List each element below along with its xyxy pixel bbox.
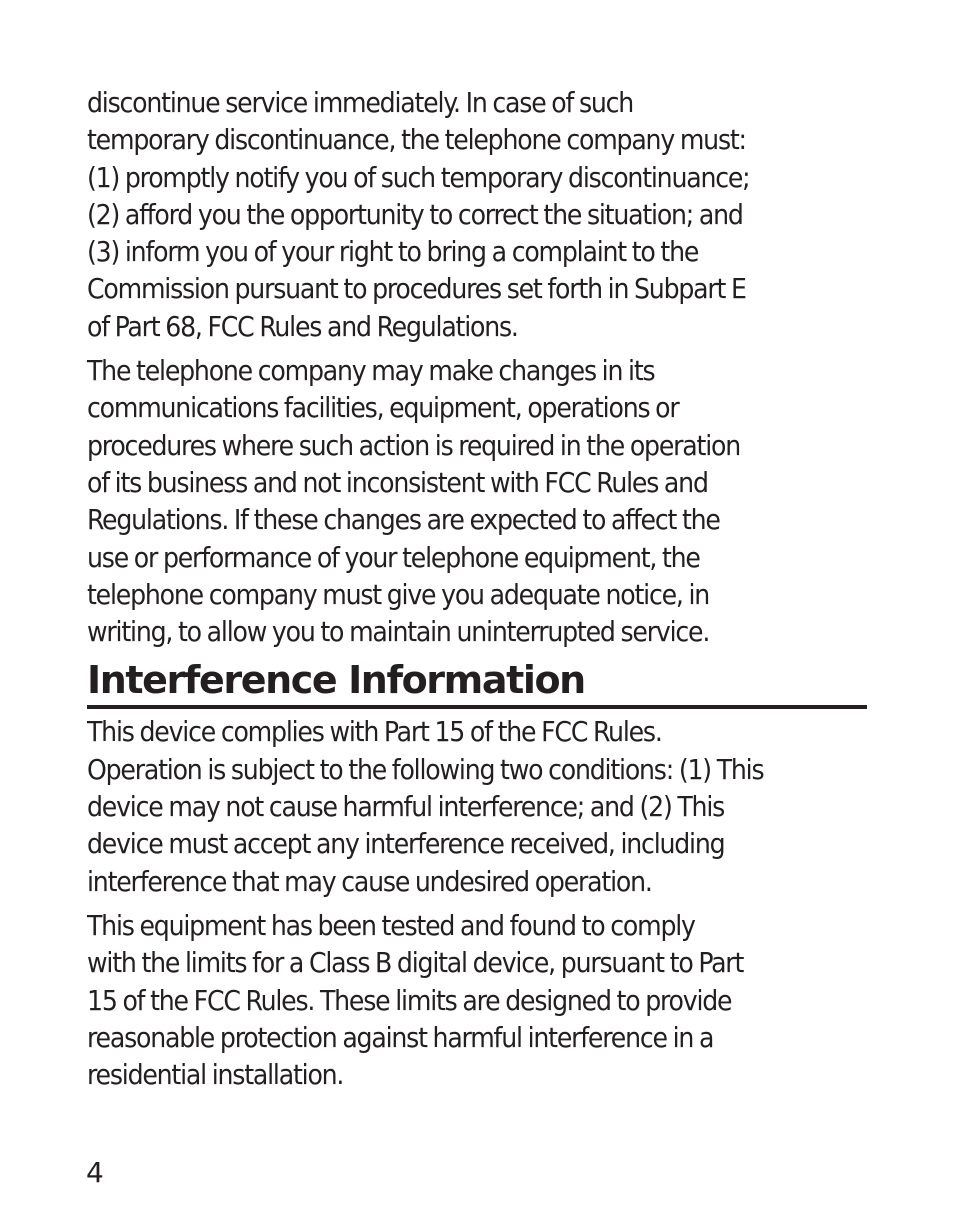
text-line: The telephone company may make changes in its <box>87 354 655 388</box>
section-heading: Interference Information <box>87 657 867 709</box>
text-line: reasonable protection against harmful interference in a <box>87 1020 714 1054</box>
text-line: (3) inform you of your right to bring a complaint to the <box>87 235 699 269</box>
text-line: procedures where such action is required in the operation <box>87 428 740 462</box>
text-line: of Part 68, FCC Rules and Regulations. <box>87 309 518 343</box>
paragraph-changes <box>87 352 867 650</box>
text-line: (1) promptly notify you of such temporary discontinuance; <box>87 160 750 194</box>
page-number: 4 <box>86 1156 103 1189</box>
paragraph-part15-conditions <box>87 713 867 899</box>
text-line: use or performance of your telephone equipment, the <box>87 540 700 574</box>
text-line: device must accept any interference received, including <box>87 827 725 861</box>
text-line: Commission pursuant to procedures set forth in Subpart E <box>87 272 746 306</box>
text-line: telephone company must give you adequate notice, in <box>87 577 710 611</box>
text-line: This device complies with Part 15 of the FCC Rules. <box>87 715 662 749</box>
text-line: of its business and not inconsistent with FCC Rules and <box>87 465 708 499</box>
text-line: Operation is subject to the following two conditions: (1) This <box>87 752 764 786</box>
text-line: communications facilities, equipment, operations or <box>87 391 679 425</box>
text-line: Regulations. If these changes are expected to affect the <box>87 503 720 537</box>
paragraph-discontinuance <box>87 84 867 345</box>
text-line: temporary discontinuance, the telephone company must: <box>87 123 746 157</box>
document-page <box>87 84 867 1100</box>
text-line: This equipment has been tested and found to comply <box>87 908 695 942</box>
text-line: with the limits for a Class B digital device, pursuant to Part <box>87 946 744 980</box>
text-line: residential installation. <box>87 1058 344 1092</box>
text-line: 15 of the FCC Rules. These limits are designed to provide <box>87 983 732 1017</box>
text-line: device may not cause harmful interference; and (2) This <box>87 790 725 824</box>
paragraph-class-b <box>87 907 867 1093</box>
text-line: (2) afford you the opportunity to correct the situation; and <box>87 197 743 231</box>
text-line: writing, to allow you to maintain uninterrupted service. <box>87 615 710 649</box>
text-line: interference that may cause undesired operation. <box>87 864 652 898</box>
text-line: discontinue service immediately. In case of such <box>87 86 634 119</box>
